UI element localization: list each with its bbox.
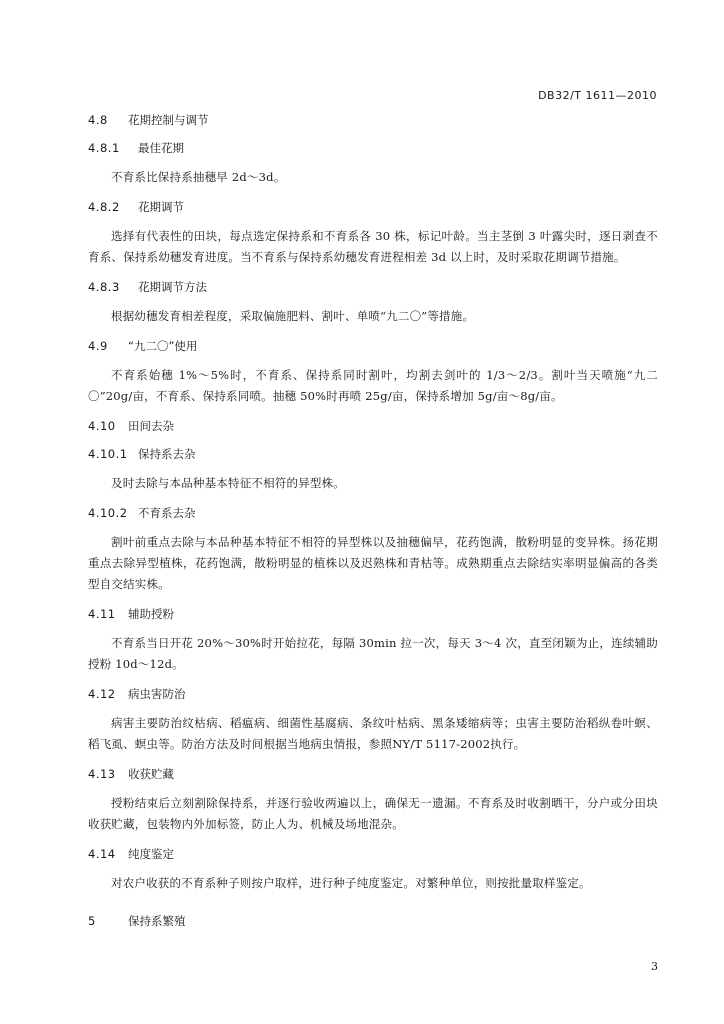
section-heading [88,198,658,216]
section-body: 及时去除与本品种基本特征不相符的异型株。 [111,476,345,490]
section-heading [88,139,658,157]
section-title: 花期控制与调节 [128,113,209,127]
section-number: 5 [88,914,96,928]
section-title: 花期调节 [138,200,184,214]
section-number: 4.8.3 [88,280,120,294]
section-number: 4.8.2 [88,200,120,214]
standard-number: DB32/T 1611—2010 [538,89,657,102]
section-title: 保持系去杂 [138,447,196,461]
section-heading [88,417,658,435]
section-number: 4.10.1 [88,447,128,461]
section-title: 病虫害防治 [128,687,186,701]
section-body: 选择有代表性的田块，每点选定保持系和不育系各 30 株，标记叶龄。当主茎倒 3 叶露尖时，逐日剥查不育系、保持系幼穗发育进度。当不育系与保持系幼穗发育进程相差 3d 以上时，及时采取花期调节措施。 [88,229,658,264]
section-heading [88,605,658,623]
section-title: 花期调节方法 [138,280,207,294]
section-heading [88,685,658,703]
section-body: 不育系始穗 1%～5%时，不育系、保持系同时割叶，均割去剑叶的 1/3～2/3。割叶当天喷施“九二〇”20g/亩，不育系、保持系同喷。抽穗 50%时再喷 25g/亩，保持系增加 5g/亩～8g/亩。 [88,368,658,403]
section-heading [88,765,658,783]
section-number: 4.11 [88,607,116,621]
section-title: 辅助授粉 [128,607,174,621]
section-number: 4.8.1 [88,141,120,155]
section-title: 不育系去杂 [138,506,196,520]
section-heading [88,912,658,930]
section-title: 保持系繁殖 [128,914,186,928]
section-number: 4.12 [88,687,116,701]
section-number: 4.14 [88,847,116,861]
document-body [88,111,658,930]
section-body: 根据幼穗发育相差程度，采取偏施肥料、割叶、单喷“九二〇”等措施。 [111,309,475,323]
section-number: 4.10 [88,419,116,433]
section-heading [88,445,658,463]
section-body: 病害主要防治纹枯病、稻瘟病、细菌性基腐病、条纹叶枯病、黑条矮缩病等；虫害主要防治稻纵卷叶螟、稻飞虱、螟虫等。防治方法及时间根据当地病虫情报，参照NY/T 5117-2002执行。 [88,716,658,751]
section-heading [88,278,658,296]
section-title: 纯度鉴定 [128,847,174,861]
section-title: 田间去杂 [128,419,174,433]
section-number: 4.10.2 [88,506,128,520]
section-title: 最佳花期 [138,141,184,155]
section-body: 不育系当日开花 20%～30%时开始拉花，每隔 30min 拉一次，每天 3～4 次，直至闭颖为止，连续辅助授粉 10d～12d。 [88,636,658,671]
section-heading [88,504,658,522]
section-number: 4.13 [88,767,116,781]
section-body: 授粉结束后立刻割除保持系，并逐行验收两遍以上，确保无一遗漏。不育系及时收割晒干，分户或分田块收获贮藏，包装物内外加标签，防止人为、机械及场地混杂。 [88,796,658,831]
section-number: 4.9 [88,339,108,353]
section-number: 4.8 [88,113,108,127]
page-number: 3 [651,960,658,973]
section-title: 收获贮藏 [128,767,174,781]
section-body: 对农户收获的不育系种子则按户取样，进行种子纯度鉴定。对繁种单位，则按批量取样鉴定。 [111,876,591,890]
section-body: 不育系比保持系抽穗早 2d～3d。 [111,170,286,184]
section-heading [88,337,658,355]
section-heading [88,111,658,129]
section-body: 割叶前重点去除与本品种基本特征不相符的异型株以及抽穗偏早，花药饱满，散粉明显的变异株。扬花期重点去除异型植株，花药饱满，散粉明显的植株以及迟熟株和青枯等。成熟期重点去除结实率明显偏高的各类型自交结实株。 [88,535,658,591]
section-heading [88,845,658,863]
section-title: “九二〇”使用 [128,339,198,353]
